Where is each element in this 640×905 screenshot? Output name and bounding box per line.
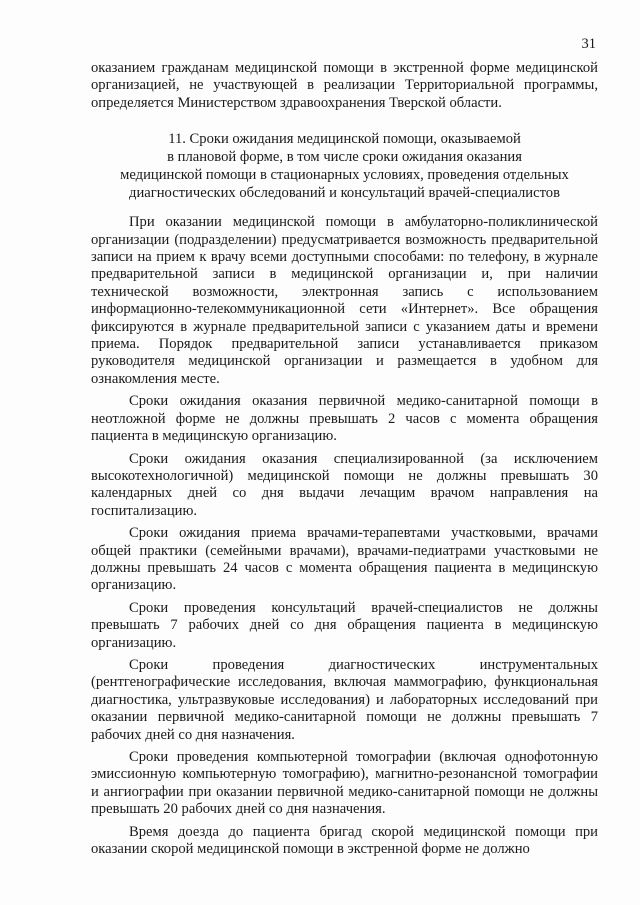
document-body <box>91 60 598 858</box>
section-heading-line: диагностических обследований и консультаций врачей-специалистов <box>129 185 560 202</box>
section-heading-line: в плановой форме, в том числе сроки ожидания оказания <box>167 149 522 166</box>
paragraph-specialist-consultation-wait: Сроки проведения консультаций врачей-специалистов не должны превышать 7 рабочих дней со дня обращения пациента в медицинскую организацию. <box>91 599 598 651</box>
paragraph-diagnostics-wait: Сроки проведения диагностических инструментальных (рентгенографические исследования, включая маммографию, функциональная диагностика, ультразвуковые исследования) и лабораторных исследований при оказании первичной медико-санитарной помощи не должны превышать 7 рабочих дней со дня назначения. <box>91 656 598 743</box>
paragraph-tomography-wait: Сроки проведения компьютерной томографии (включая однофотонную эмиссионную компьютерную томографию), магнитно-резонансной томографии и ангиографии при оказании первичной медико-санитарной помощи не должны превышать 20 рабочих дней со дня назначения. <box>91 749 598 818</box>
section-heading-line: 11. Сроки ожидания медицинской помощи, оказываемой <box>168 131 521 148</box>
section-heading-line: медицинской помощи в стационарных условиях, проведения отдельных <box>120 167 569 184</box>
paragraph-specialized-care-wait: Сроки ожидания оказания специализированной (за исключением высокотехнологичной) медицинской помощи не должны превышать 30 календарных дней со дня выдачи лечащим врачом направления на госпитализацию. <box>91 450 598 519</box>
intro-paragraph: оказанием гражданам медицинской помощи в экстренной форме медицинской организацией, не участвующей в реализации Территориальной программы, определяется Министерством здравоохранения Тверской области. <box>91 60 598 111</box>
paragraph-urgent-care-wait: Сроки ожидания оказания первичной медико-санитарной помощи в неотложной форме не должны превышать 2 часов с момента обращения пациента в медицинскую организацию. <box>91 393 598 445</box>
paragraph-preliminary-appointment: При оказании медицинской помощи в амбулаторно-поликлинической организации (подразделении) предусматривается возможность предварительной записи на прием к врачу всеми доступными способами: по телефону, в журнале предварительной записи в медицинской организации и, при наличии технической возможности, электронная запись с использованием информационно-телекоммуникационной сети «Интернет». Все обращения фиксируются в журнале предварительной записи с указанием даты и времени приема. Порядок предварительной записи устанавливается приказом руководителя медицинской организации и размещается в удобном для ознакомления месте. <box>91 214 598 387</box>
page-number: 31 <box>581 36 596 52</box>
paragraph-primary-doctor-wait: Сроки ожидания приема врачами-терапевтами участковыми, врачами общей практики (семейными врачами), врачами-педиатрами участковыми не должны превышать 24 часов с момента обращения пациента в медицинскую организацию. <box>91 525 598 594</box>
section-heading <box>91 130 598 202</box>
paragraph-ambulance-arrival: Время доезда до пациента бригад скорой медицинской помощи при оказании скорой медицинской помощи в экстренной форме не должно <box>91 823 598 858</box>
